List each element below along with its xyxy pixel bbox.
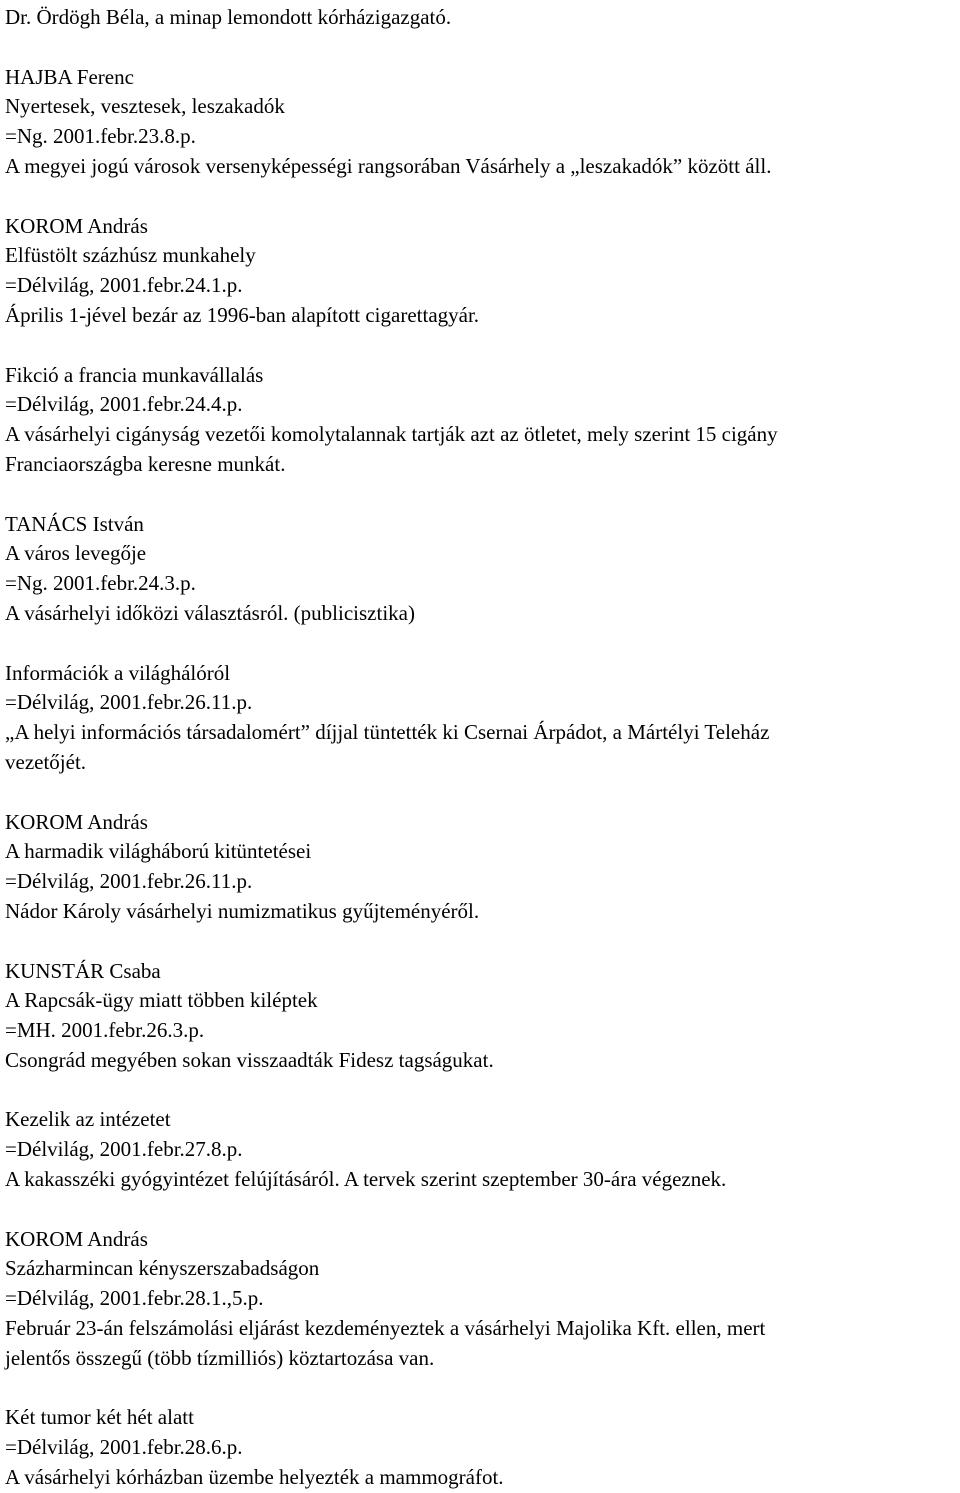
entry-title: Két tumor két hét alatt (5, 1405, 194, 1430)
entry-10 (5, 1225, 955, 1374)
entry-summary: A vásárhelyi időközi választásról. (publicisztika) (5, 600, 415, 625)
entry-text-line: Dr. Ördögh Béla, a minap lemondott kórházigazgató. (5, 5, 452, 29)
entry-8 (5, 957, 955, 1076)
entry-title: A Rapcsák-ügy miatt többen kiléptek (5, 988, 318, 1013)
entry-summary: A vásárhelyi cigányság vezetői komolytalannak tartják azt az ötletet, mely szerint 15 cigány (5, 422, 778, 447)
entry-author: KOROM András (5, 213, 148, 238)
entry-source: =Délvilág, 2001.febr.24.1.p. (5, 273, 243, 298)
entry-separator (5, 182, 955, 212)
entry-separator (5, 480, 955, 510)
entry-4 (5, 361, 955, 480)
entry-9 (5, 1105, 955, 1194)
entry-separator (5, 1374, 955, 1404)
entry-source: =Délvilág, 2001.febr.27.8.p. (5, 1137, 243, 1162)
entry-summary: A vásárhelyi kórházban üzembe helyezték a mammográfot. (5, 1465, 504, 1490)
entry-title: Információk a világhálóról (5, 660, 231, 685)
entry-1 (5, 3, 955, 33)
entry-author: TANÁCS István (5, 511, 144, 536)
entry-separator (5, 1195, 955, 1225)
entry-source: =Ng. 2001.febr.23.8.p. (5, 124, 196, 149)
entry-summary-continued: vezetőjét. (5, 749, 87, 774)
entry-source: =Délvilág, 2001.febr.26.11.p. (5, 869, 253, 894)
entry-source: =Délvilág, 2001.febr.24.4.p. (5, 392, 243, 417)
entry-source: =Délvilág, 2001.febr.28.1.,5.p. (5, 1286, 264, 1311)
entry-summary: „A helyi információs társadalomért” díjjal tüntették ki Csernai Árpádot, a Mártélyi Teleház (5, 720, 770, 745)
entry-author: KOROM András (5, 1226, 148, 1251)
entry-7 (5, 808, 955, 927)
document-page (5, 3, 955, 1493)
entry-summary: A kakasszéki gyógyintézet felújításáról. A tervek szerint szeptember 30-ára végeznek. (5, 1167, 727, 1192)
entry-separator (5, 778, 955, 808)
entry-separator (5, 629, 955, 659)
entry-separator (5, 331, 955, 361)
entry-separator (5, 927, 955, 957)
entry-summary: Csongrád megyében sokan visszaadták Fidesz tagságukat. (5, 1047, 494, 1072)
entry-source: =Délvilág, 2001.febr.26.11.p. (5, 690, 253, 715)
entry-summary-continued: Franciaországba keresne munkát. (5, 451, 286, 476)
entry-author: HAJBA Ferenc (5, 64, 134, 89)
entry-6 (5, 659, 955, 778)
entry-summary: Április 1-jével bezár az 1996-ban alapított cigarettagyár. (5, 302, 480, 327)
entry-summary: Február 23-án felszámolási eljárást kezdeményeztek a vásárhelyi Majolika Kft. ellen, mert (5, 1316, 766, 1341)
entry-title: Nyertesek, vesztesek, leszakadók (5, 94, 285, 119)
entry-2 (5, 63, 955, 182)
entry-title: A harmadik világháború kitüntetései (5, 839, 312, 864)
entry-title: Kezelik az intézetet (5, 1107, 171, 1132)
entry-11 (5, 1403, 955, 1492)
entry-summary-continued: jelentős összegű (több tízmilliós) köztartozása van. (5, 1345, 435, 1370)
entry-title: A város levegője (5, 541, 147, 566)
entry-summary: A megyei jogú városok versenyképességi rangsorában Vásárhely a „leszakadók” között áll. (5, 153, 772, 178)
entry-title: Százharmincan kényszerszabadságon (5, 1256, 320, 1281)
entry-source: =MH. 2001.febr.26.3.p. (5, 1018, 205, 1043)
entry-summary: Nádor Károly vásárhelyi numizmatikus gyűjteményéről. (5, 898, 480, 923)
entry-5 (5, 510, 955, 629)
entry-separator (5, 1076, 955, 1106)
entry-3 (5, 212, 955, 331)
entry-author: KUNSTÁR Csaba (5, 958, 161, 983)
entry-separator (5, 33, 955, 63)
entry-title: Fikció a francia munkavállalás (5, 362, 264, 387)
entry-source: =Ng. 2001.febr.24.3.p. (5, 571, 196, 596)
entry-author: KOROM András (5, 809, 148, 834)
entry-source: =Délvilág, 2001.febr.28.6.p. (5, 1435, 243, 1460)
entry-title: Elfüstölt százhúsz munkahely (5, 243, 256, 268)
